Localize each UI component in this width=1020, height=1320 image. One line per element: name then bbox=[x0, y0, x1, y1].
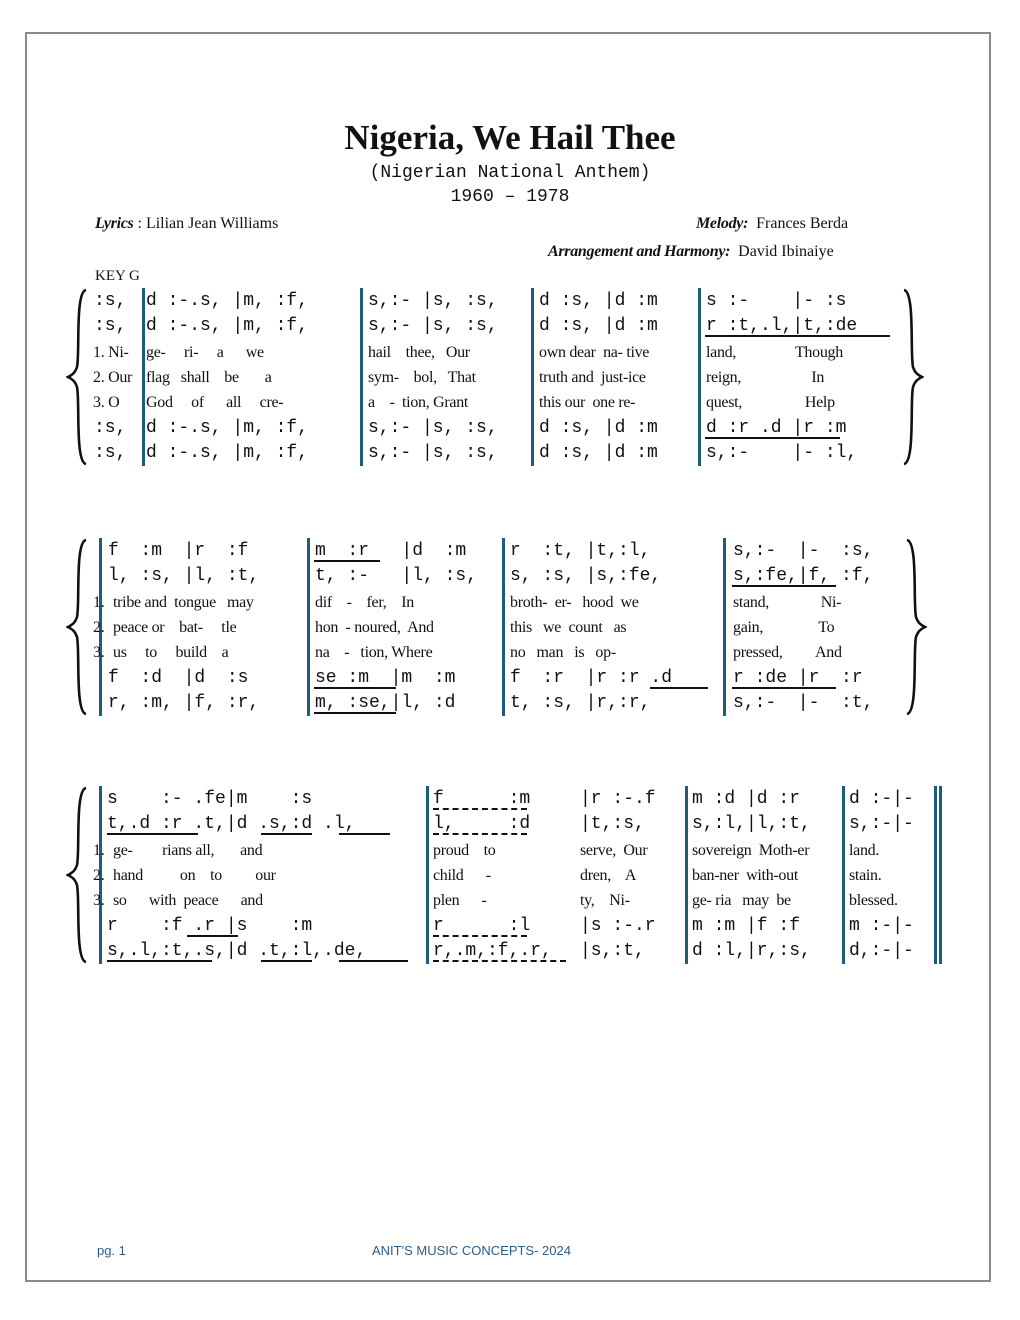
solfa-notes: :s, bbox=[94, 316, 127, 337]
solfa-notes: d :s, |d :m bbox=[539, 417, 658, 438]
verse-number: 2. bbox=[93, 866, 105, 884]
melody-label: Melody: bbox=[696, 215, 749, 232]
solfa-notes: d :-|- bbox=[849, 789, 914, 809]
beam-underline bbox=[705, 335, 890, 337]
lyric-text: dif - fer, In bbox=[315, 593, 414, 611]
publisher: ANIT'S MUSIC CONCEPTS- 2024 bbox=[372, 1243, 571, 1258]
solfa-notes: d :-.s, |m, :f, bbox=[146, 417, 309, 438]
right-brace bbox=[905, 538, 927, 716]
solfa-notes: f :m bbox=[433, 789, 531, 809]
lyric-text: no man is op- bbox=[510, 644, 616, 662]
left-brace bbox=[66, 538, 88, 716]
solfa-notes: se :m |m :m bbox=[315, 667, 456, 688]
solfa-notes: m :d |d :r bbox=[692, 789, 801, 809]
page-number: pg. 1 bbox=[97, 1243, 126, 1258]
solfa-notes: d :s, |d :m bbox=[539, 316, 658, 337]
beam-underline bbox=[107, 833, 198, 835]
verse-number: 3. O bbox=[93, 394, 120, 412]
lyric-text: reign, In bbox=[706, 368, 825, 386]
lyrics-name: Lilian Jean Williams bbox=[145, 215, 279, 232]
right-brace bbox=[902, 288, 924, 466]
solfa-notes: t, :s, |r,:r, bbox=[510, 692, 651, 713]
lyric-text: pressed, And bbox=[733, 644, 842, 662]
solfa-notes: s :- |- :s bbox=[706, 291, 847, 311]
barline bbox=[685, 786, 688, 964]
melody-name: Frances Berda bbox=[756, 215, 849, 232]
solfa-notes: m :r |d :m bbox=[315, 541, 467, 561]
beam-underline bbox=[314, 560, 380, 562]
verse-number: 3. bbox=[93, 892, 105, 910]
solfa-notes: s,:- |s, :s, bbox=[368, 291, 498, 311]
lyric-text: truth and just-ice bbox=[539, 368, 646, 386]
beam-underline bbox=[705, 437, 840, 439]
lyric-text: hand on to our bbox=[113, 866, 276, 884]
solfa-notes: r :t, |t,:l, bbox=[510, 541, 651, 561]
barline bbox=[142, 288, 145, 466]
solfa-notes: d :s, |d :m bbox=[539, 291, 658, 311]
lyric-text: tribe and tongue may bbox=[113, 593, 254, 611]
verse-number: 1. Ni- bbox=[93, 343, 129, 361]
lyric-text: so with peace and bbox=[113, 892, 263, 910]
solfa-notes: d :r .d |r :m bbox=[706, 417, 847, 438]
solfa-notes: r, :m, |f, :r, bbox=[108, 692, 260, 713]
lyric-text: flag shall be a bbox=[146, 368, 272, 386]
solfa-notes: s,:-|- bbox=[849, 814, 914, 835]
lyric-text: God of all cre- bbox=[146, 394, 284, 412]
lyric-text: proud to bbox=[433, 841, 496, 859]
solfa-notes: |s :-.r bbox=[580, 915, 656, 936]
beam-underline bbox=[732, 585, 836, 587]
beam-underline bbox=[339, 833, 390, 835]
barline bbox=[939, 786, 942, 964]
barline bbox=[426, 786, 429, 964]
lyric-text: land, Though bbox=[706, 343, 843, 361]
lyric-text: ge- ria may be bbox=[692, 892, 791, 910]
beam-dashed-underline bbox=[433, 935, 527, 937]
verse-number: 2. bbox=[93, 618, 105, 636]
solfa-notes: s,:- |- :s, bbox=[733, 541, 874, 561]
lyric-text: dren, A bbox=[580, 866, 637, 884]
barline bbox=[531, 288, 534, 466]
key-signature: KEY G bbox=[95, 268, 140, 284]
beam-underline bbox=[261, 960, 312, 962]
left-brace bbox=[66, 288, 88, 466]
lyric-text: own dear na- tive bbox=[539, 343, 650, 361]
beam-underline bbox=[187, 935, 238, 937]
verse-number: 1. bbox=[93, 841, 105, 859]
lyric-text: this our one re- bbox=[539, 394, 636, 412]
solfa-notes: t, :- |l, :s, bbox=[315, 566, 478, 587]
solfa-notes: |s,:t, bbox=[580, 940, 645, 961]
solfa-notes: s,:- |s, :s, bbox=[368, 442, 498, 463]
lyric-text: plen - bbox=[433, 892, 487, 910]
solfa-notes: :s, bbox=[94, 291, 127, 311]
solfa-notes: d :-.s, |m, :f, bbox=[146, 316, 309, 337]
solfa-notes: m :-|- bbox=[849, 915, 914, 936]
barline bbox=[360, 288, 363, 466]
solfa-notes: d,:-|- bbox=[849, 940, 914, 961]
beam-underline bbox=[261, 833, 312, 835]
subtitle: (Nigerian National Anthem) bbox=[369, 163, 651, 183]
left-brace bbox=[66, 786, 88, 964]
lyric-text: peace or bat- tle bbox=[113, 618, 237, 636]
lyrics-credit: Lyrics : Lilian Jean Williams bbox=[95, 215, 279, 232]
solfa-notes: f :r |r :r .d bbox=[510, 667, 673, 688]
solfa-notes: d :-.s, |m, :f, bbox=[146, 291, 309, 311]
lyric-text: na - tion, Where bbox=[315, 644, 433, 662]
beam-dashed-underline bbox=[433, 833, 527, 835]
solfa-notes: m, :se,|l, :d bbox=[315, 692, 456, 713]
beam-underline bbox=[650, 687, 708, 689]
lyric-text: ban-ner with-out bbox=[692, 866, 798, 884]
lyric-text: this we count as bbox=[510, 618, 627, 636]
solfa-notes: l, :s, |l, :t, bbox=[108, 566, 260, 587]
solfa-notes: s,:- |- :t, bbox=[733, 692, 874, 713]
lyric-text: ge- ri- a we bbox=[146, 343, 264, 361]
arrangement-label: Arrangement and Harmony: bbox=[548, 243, 731, 260]
beam-underline bbox=[339, 960, 408, 962]
lyrics-label: Lyrics bbox=[95, 215, 134, 232]
beam-underline bbox=[314, 712, 396, 714]
beam-underline bbox=[732, 687, 836, 689]
lyric-text: serve, Our bbox=[580, 841, 648, 859]
lyric-text: blessed. bbox=[849, 892, 898, 910]
lyric-text: quest, Help bbox=[706, 394, 835, 412]
solfa-notes: f :d |d :s bbox=[108, 667, 249, 688]
solfa-notes: r,.m,:f,.r, bbox=[433, 940, 552, 961]
verse-number: 1. bbox=[93, 593, 105, 611]
solfa-notes: |r :-.f bbox=[580, 789, 656, 809]
solfa-notes: s,:- |- :l, bbox=[706, 442, 858, 463]
solfa-notes: r :l bbox=[433, 915, 531, 936]
solfa-notes: d :l,|r,:s, bbox=[692, 940, 811, 961]
barline bbox=[307, 538, 310, 716]
solfa-notes: m :m |f :f bbox=[692, 915, 801, 936]
lyric-text: ty, Ni- bbox=[580, 892, 630, 910]
arrangement-credit bbox=[548, 243, 834, 261]
solfa-notes: s,:- |s, :s, bbox=[368, 316, 498, 337]
solfa-notes: d :s, |d :m bbox=[539, 442, 658, 463]
barline bbox=[723, 538, 726, 716]
lyric-text: gain, To bbox=[733, 618, 835, 636]
lyric-text: sovereign Moth-er bbox=[692, 841, 810, 859]
verse-number: 2. Our bbox=[93, 368, 133, 386]
lyric-text: ge- rians all, and bbox=[113, 841, 263, 859]
page-title: Nigeria, We Hail Thee bbox=[344, 118, 676, 157]
solfa-notes: s,:fe,|f, :f, bbox=[733, 566, 874, 587]
solfa-notes: s,.l,:t,.s,|d .t,:l,.de, bbox=[107, 940, 367, 961]
lyric-text: hon - noured, And bbox=[315, 618, 434, 636]
lyric-text: us to build a bbox=[113, 644, 229, 662]
solfa-notes: t,.d :r .t,|d .s,:d .l, bbox=[107, 814, 356, 835]
barline bbox=[698, 288, 701, 466]
solfa-notes: |t,:s, bbox=[580, 814, 645, 835]
melody-credit bbox=[696, 215, 848, 233]
solfa-notes: s, :s, |s,:fe, bbox=[510, 566, 662, 587]
lyric-text: a - tion, Grant bbox=[368, 394, 469, 412]
arrangement-name: David Ibinaiye bbox=[738, 243, 834, 260]
solfa-notes: d :-.s, |m, :f, bbox=[146, 442, 309, 463]
solfa-notes: r :de |r :r bbox=[733, 667, 863, 688]
years: 1960 – 1978 bbox=[450, 187, 570, 207]
lyric-text: sym- bol, That bbox=[368, 368, 476, 386]
lyric-text: land. bbox=[849, 841, 880, 859]
solfa-notes: r :f .r |s :m bbox=[107, 915, 313, 936]
beam-underline bbox=[314, 687, 396, 689]
barline bbox=[842, 786, 845, 964]
solfa-notes: l, :d bbox=[433, 814, 531, 835]
beam-dashed-underline bbox=[433, 960, 566, 962]
lyric-text: stand, Ni- bbox=[733, 593, 842, 611]
barline bbox=[934, 786, 937, 964]
solfa-notes: s,:l,|l,:t, bbox=[692, 814, 811, 835]
verse-number: 3. bbox=[93, 644, 105, 662]
barline bbox=[502, 538, 505, 716]
lyric-text: child - bbox=[433, 866, 491, 884]
lyric-text: hail thee, Our bbox=[368, 343, 470, 361]
solfa-notes: :s, bbox=[94, 442, 127, 463]
beam-underline bbox=[107, 960, 212, 962]
solfa-notes: r :t,.l,|t,:de bbox=[706, 316, 858, 337]
beam-dashed-underline bbox=[433, 808, 527, 810]
solfa-notes: f :m |r :f bbox=[108, 541, 249, 561]
lyric-text: stain. bbox=[849, 866, 882, 884]
solfa-notes: s :- .fe|m :s bbox=[107, 789, 313, 809]
lyric-text: broth- er- hood we bbox=[510, 593, 639, 611]
solfa-notes: :s, bbox=[94, 417, 127, 438]
solfa-notes: s,:- |s, :s, bbox=[368, 417, 498, 438]
